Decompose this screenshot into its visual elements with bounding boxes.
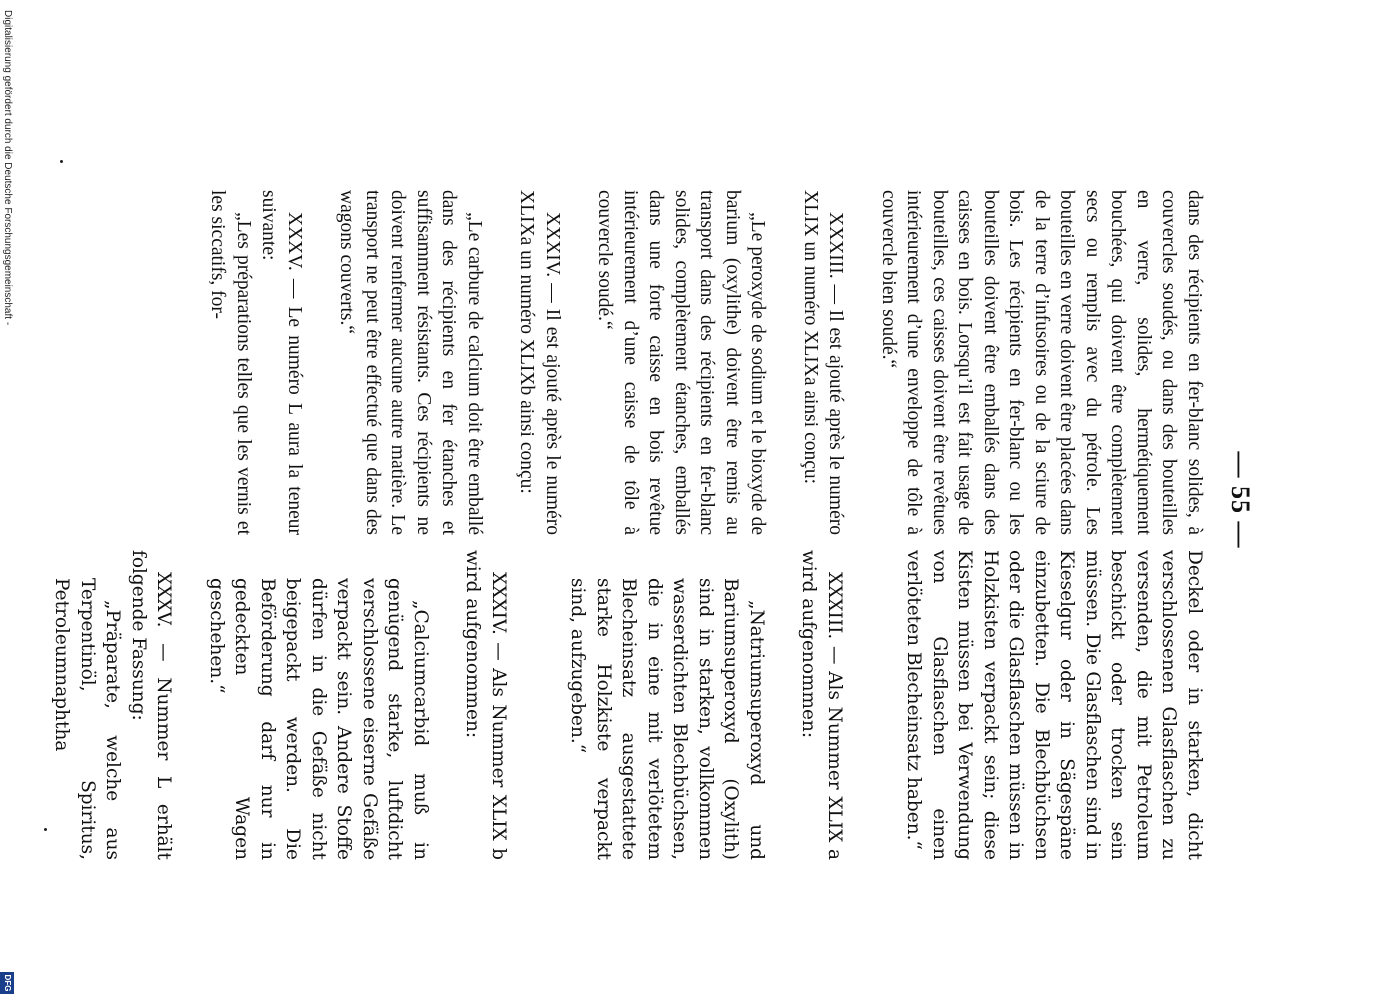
french-heading-xxxv: XXXV. — Le numéro L aura la teneur suivante: (258, 190, 305, 535)
german-column (49, 550, 1207, 860)
german-heading-xxxiii: XXXIII. — Als Nummer XLIX a wird aufgenommen: (798, 550, 845, 860)
page-number: — 55 — (1226, 451, 1255, 549)
french-heading-xxxiv: XXXIV. — Il est ajouté après le numéro XLIXa un numéro XLIXb ainsi conçu: (516, 190, 563, 535)
german-paragraph-1: Deckel oder in starken, dicht verschlossenen Glasflaschen zu versenden, die mit Petroleum beschickt oder trocken sein müssen. Die Glasflaschen sind in Kieselgur oder in Sägespäne einzubetten. Die Blechbüchsen oder die Glasflaschen müssen in Holzkisten verpackt sein; diese Kisten müssen bei Verwendung von Glasflaschen einen verlöteten Blecheinsatz haben.“ (903, 550, 1205, 860)
german-heading-xxxv: XXXV. — Nummer L erhält folgende Fassung: (128, 550, 175, 860)
french-paragraph-1: dans des récipients en fer-blanc solides, à couvercles soudés, ou dans des bouteilles en verre, solides, hermétiquement bouchées, qui doivent être complètement secs ou remplis avec du pétrole. Les bouteilles en verre doivent être placées dans de la terre d’infusoires ou de la sciure de bois. Les récipients en fer-blanc ou les bouteilles doivent être emballés dans des caisses en bois. Lorsqu’il est fait usage de bouteilles, ces caisses doivent être revêtues intérieurement d’une enveloppe de tôle à couvercle bien soudé.“ (878, 190, 1205, 535)
scan-speck (60, 160, 63, 163)
dfg-logo: DFG (0, 972, 14, 994)
french-quote-xxxv: „Les préparations telles que les vernis et les siccatifs, for- (207, 190, 254, 535)
french-quote-xxxiv: „Le carbure de calcium doit être emballé dans des récipients en fer étanches et suffisamment résistants. Ces récipients ne doivent renfermer aucune autre matière. Le transport ne peut être effectué que dans des wagons couverts.“ (336, 190, 485, 535)
french-heading-xxxiii: XXXIII. — Il est ajouté après le numéro XLIX un numéro XLIXa ainsi conçu: (800, 190, 847, 535)
german-quote-xxxiii: „Natriumsuperoxyd und Bariumsuperoxyd (Oxylith) sind in starken, vollkommen wasserdichten Blechbüchsen, die in eine mit verlötetem Blecheinsatz ausgestattete starke Holzkiste verpackt sind, aufzugeben.“ (567, 578, 767, 860)
german-heading-xxxiv: XXXIV. — Als Nummer XLIX b wird aufgenommen: (462, 550, 509, 860)
german-quote-xxxv: „Präparate, welche aus Terpentinöl, Spiritus, Petroleumnaphtha (51, 578, 124, 860)
french-quote-xxxiii: „Le peroxyde de sodium et le bioxyde de barium (oxylithe) doivent être remis au transport dans des récipients en fer-blanc solides, complètement étanches, emballés dans une forte caisse en bois revêtue intérieurement d’une caisse de tôle à couvercle soudé.“ (594, 190, 769, 535)
digitization-credit: Digitalisierung gefördert durch die Deutsche Forschungsgemeinschaft - (2, 10, 13, 326)
french-column (205, 190, 1207, 535)
german-quote-xxxiv: „Calciumcarbid muß in genügend starke, luftdicht verschlossene eiserne Gefäße verpackt sein. Andere Stoffe dürfen in die Gefäße nicht beigepackt werden. Die Beförderung darf nur in gedeckten Wagen geschehen.“ (206, 578, 431, 860)
scan-speck (44, 828, 47, 831)
